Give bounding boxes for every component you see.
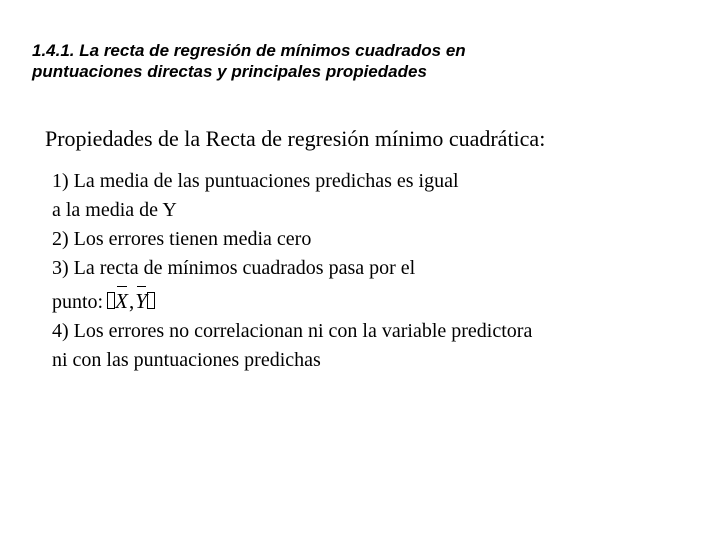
formula-placeholder-box-right <box>147 292 155 309</box>
y-bar-symbol: Y <box>135 283 147 316</box>
x-bar-symbol: X <box>115 283 128 316</box>
properties-list <box>52 167 532 375</box>
property-line-with-formula <box>52 283 532 317</box>
property-line: a la media de Y <box>52 199 177 221</box>
property-line-text: punto: <box>52 291 104 313</box>
mean-point-formula <box>107 283 155 316</box>
formula-placeholder-box-left <box>107 292 115 309</box>
slide-title <box>32 40 632 82</box>
property-line: 4) Los errores no correlacionan ni con la variable predictora <box>52 320 533 342</box>
properties-heading: Propiedades de la Recta de regresión mínimo cuadrática: <box>45 126 546 151</box>
slide-title-line-2: puntuaciones directas y principales propiedades <box>32 62 427 81</box>
formula-comma: , <box>128 289 135 313</box>
property-line: 2) Los errores tienen media cero <box>52 228 312 250</box>
property-line: 3) La recta de mínimos cuadrados pasa por el <box>52 257 416 279</box>
slide-title-line-1: 1.4.1. La recta de regresión de mínimos cuadrados en <box>32 41 466 60</box>
property-line: ni con las puntuaciones predichas <box>52 349 321 371</box>
property-line: 1) La media de las puntuaciones predichas es igual <box>52 170 459 192</box>
